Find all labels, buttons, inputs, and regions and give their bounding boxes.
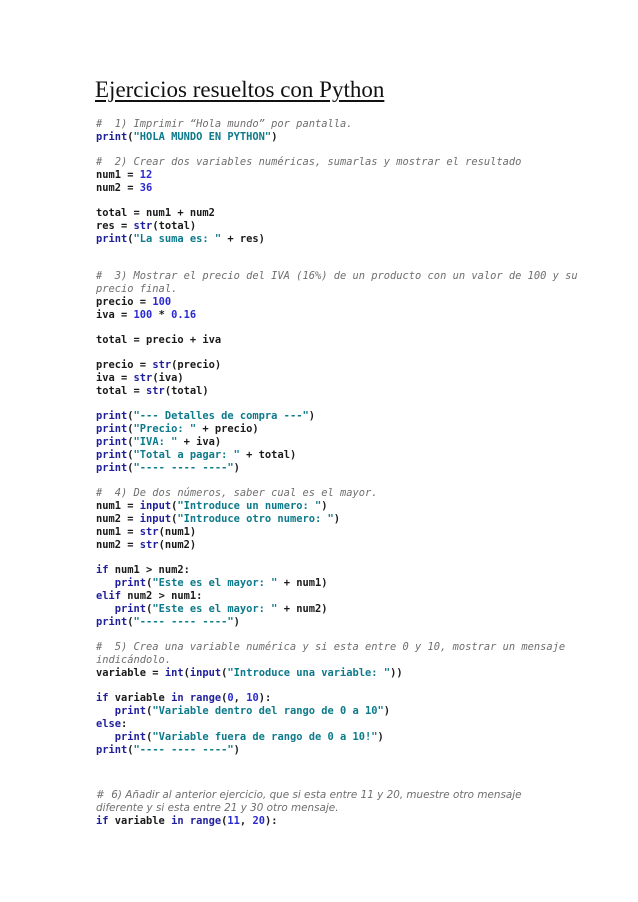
code-token: ) bbox=[271, 131, 278, 143]
code-token: 0 bbox=[227, 692, 234, 704]
blank-line bbox=[96, 552, 556, 564]
code-token: 100 bbox=[133, 309, 153, 321]
code-token: print bbox=[96, 744, 128, 756]
code-token: elif bbox=[96, 590, 122, 602]
code-token: + total) bbox=[239, 449, 297, 461]
code-line bbox=[96, 692, 556, 705]
code-token: ( bbox=[127, 436, 134, 448]
code-line bbox=[96, 590, 556, 603]
code-token: ( bbox=[221, 667, 228, 679]
code-token: num1 = bbox=[96, 526, 140, 538]
code-token: str bbox=[139, 526, 159, 538]
code-token: + precio) bbox=[196, 423, 259, 435]
code-token: ( bbox=[146, 603, 153, 615]
code-line bbox=[96, 309, 556, 322]
code-token: 36 bbox=[139, 182, 153, 194]
code-token: print bbox=[96, 436, 128, 448]
code-token: if bbox=[96, 564, 109, 576]
code-token: ) bbox=[233, 616, 240, 628]
code-line bbox=[96, 564, 556, 577]
code-line bbox=[96, 462, 556, 475]
code-token: in bbox=[171, 815, 184, 827]
code-token: 12 bbox=[139, 169, 153, 181]
code-token: num2 > num1: bbox=[121, 590, 203, 602]
code-token: precio = bbox=[96, 296, 153, 308]
code-line bbox=[96, 705, 556, 718]
code-line bbox=[96, 718, 556, 731]
code-token: ( bbox=[171, 513, 178, 525]
code-token: 10 bbox=[246, 692, 259, 704]
code-token: (num2) bbox=[158, 539, 197, 551]
code-token: indicándolo. bbox=[96, 654, 172, 666]
code-token: print bbox=[96, 423, 128, 435]
code-line bbox=[96, 410, 556, 423]
code-token: input bbox=[139, 500, 172, 512]
code-token: "---- ---- ----" bbox=[133, 744, 234, 756]
code-token: 11 bbox=[227, 815, 240, 827]
code-token: if bbox=[96, 692, 109, 704]
blank-line bbox=[96, 629, 556, 641]
code-token bbox=[96, 577, 115, 589]
code-block-2 bbox=[96, 789, 556, 828]
code-token: ( bbox=[171, 500, 178, 512]
code-token: ) bbox=[383, 705, 391, 717]
code-line bbox=[96, 731, 556, 744]
code-token: ( bbox=[127, 131, 134, 143]
code-token: print bbox=[96, 410, 128, 422]
code-token: print bbox=[114, 603, 147, 615]
comment-line bbox=[96, 641, 566, 654]
code-token: "HOLA MUNDO EN PYTHON" bbox=[133, 131, 272, 143]
code-token: + num2) bbox=[277, 603, 328, 615]
code-line bbox=[96, 744, 556, 757]
code-line bbox=[96, 815, 556, 828]
code-token: 20 bbox=[252, 815, 265, 827]
code-token: ( bbox=[127, 616, 134, 628]
code-token: "Introduce un numero: " bbox=[177, 500, 322, 512]
code-line bbox=[96, 500, 556, 513]
code-token: "Este es el mayor: " bbox=[152, 577, 278, 589]
code-token: variable bbox=[108, 815, 172, 827]
code-token: variable bbox=[108, 692, 172, 704]
code-line bbox=[96, 372, 556, 385]
blank-line bbox=[96, 322, 556, 334]
blank-line bbox=[96, 347, 556, 359]
code-token: (total) bbox=[164, 385, 209, 397]
code-token: ) bbox=[321, 500, 328, 512]
code-token: input bbox=[189, 667, 222, 679]
code-token: ) bbox=[233, 744, 240, 756]
code-line bbox=[96, 182, 556, 195]
code-token: 100 bbox=[152, 296, 172, 308]
code-token: str bbox=[146, 385, 165, 397]
code-line bbox=[96, 667, 556, 680]
blank-line bbox=[96, 680, 556, 692]
code-token: "--- Detalles de compra ---" bbox=[133, 410, 309, 422]
code-token: # 2) Crear dos variables numéricas, sumarlas y mostrar el resultado bbox=[96, 156, 522, 168]
code-token: diferente y si esta entre 21 y 30 otro mensaje. bbox=[96, 802, 339, 814]
code-token: ): bbox=[258, 692, 272, 704]
code-token: else bbox=[96, 718, 122, 730]
code-token: (num1) bbox=[158, 526, 197, 538]
code-line bbox=[96, 385, 556, 398]
code-line bbox=[96, 131, 556, 144]
code-token: input bbox=[139, 513, 172, 525]
code-token: precio final. bbox=[96, 283, 178, 295]
code-token: # 3) Mostrar el precio del IVA (16%) de un producto con un valor de 100 y su bbox=[96, 270, 578, 282]
code-token: num2 = bbox=[96, 182, 140, 194]
code-token: : bbox=[121, 718, 128, 730]
code-token bbox=[96, 731, 115, 743]
code-token: , bbox=[239, 815, 253, 827]
code-token: range bbox=[189, 692, 222, 704]
code-token: + res) bbox=[221, 233, 265, 245]
code-token: ( bbox=[146, 705, 153, 717]
code-block-1 bbox=[96, 118, 578, 757]
code-line bbox=[96, 577, 556, 590]
code-token: # 5) Crea una variable numérica y si esta entre 0 y 10, mostrar un mensaje bbox=[96, 641, 566, 653]
comment-line bbox=[96, 283, 556, 296]
code-token: print bbox=[96, 233, 128, 245]
code-line bbox=[96, 359, 556, 372]
code-token: ( bbox=[127, 462, 134, 474]
code-token: 0.16 bbox=[171, 309, 197, 321]
code-token: ( bbox=[146, 731, 153, 743]
blank-line bbox=[96, 258, 556, 270]
code-token: * bbox=[152, 309, 172, 321]
code-token: ( bbox=[221, 692, 228, 704]
code-token: print bbox=[96, 462, 128, 474]
blank-line bbox=[96, 475, 556, 487]
code-token: "---- ---- ----" bbox=[133, 462, 234, 474]
code-token: (precio) bbox=[171, 359, 222, 371]
code-token: ) bbox=[377, 731, 384, 743]
code-token: "La suma es: " bbox=[133, 233, 222, 245]
code-line bbox=[96, 334, 556, 347]
code-token: iva = bbox=[96, 372, 134, 384]
code-token: "Variable fuera de rango de 0 a 10!" bbox=[152, 731, 378, 743]
code-token: "Total a pagar: " bbox=[133, 449, 240, 461]
code-line bbox=[96, 539, 556, 552]
blank-line bbox=[96, 398, 556, 410]
code-token: ( bbox=[127, 423, 134, 435]
code-token: # 1) Imprimir “Hola mundo” por pantalla. bbox=[96, 118, 353, 130]
code-token: "---- ---- ----" bbox=[133, 616, 234, 628]
page-title: Ejercicios resueltos con Python bbox=[95, 77, 385, 102]
code-token: + num1) bbox=[277, 577, 328, 589]
code-token: ( bbox=[127, 233, 134, 245]
code-token: "Precio: " bbox=[133, 423, 197, 435]
comment-line bbox=[96, 118, 556, 131]
code-line bbox=[96, 207, 556, 220]
code-line bbox=[96, 603, 556, 616]
code-token: (total) bbox=[152, 220, 197, 232]
code-line bbox=[96, 423, 556, 436]
code-line bbox=[96, 616, 556, 629]
code-line bbox=[96, 526, 556, 539]
code-token: num1 = bbox=[96, 169, 140, 181]
code-token: print bbox=[114, 577, 147, 589]
code-token: iva = bbox=[96, 309, 134, 321]
code-token: variable = bbox=[96, 667, 165, 679]
code-token: str bbox=[139, 539, 159, 551]
code-line bbox=[96, 296, 556, 309]
code-token: num1 = bbox=[96, 500, 140, 512]
code-token: "IVA: " bbox=[133, 436, 178, 448]
comment-line bbox=[96, 802, 556, 815]
code-token: ) bbox=[233, 462, 240, 474]
code-token: if bbox=[96, 815, 109, 827]
code-token: ( bbox=[183, 667, 190, 679]
code-line bbox=[96, 436, 556, 449]
code-token: , bbox=[233, 692, 247, 704]
comment-line bbox=[96, 270, 578, 283]
code-token bbox=[96, 705, 115, 717]
blank-line bbox=[96, 246, 556, 258]
code-token: str bbox=[152, 359, 172, 371]
code-token: "Variable dentro del rango de 0 a 10" bbox=[152, 705, 384, 717]
blank-line bbox=[96, 195, 556, 207]
code-token: )) bbox=[390, 667, 403, 679]
code-token: print bbox=[114, 705, 147, 717]
code-token: ( bbox=[127, 744, 134, 756]
code-token: total = bbox=[96, 385, 147, 397]
code-token: + iva) bbox=[177, 436, 222, 448]
code-token: # 4) De dos números, saber cual es el mayor. bbox=[96, 487, 378, 499]
code-token: "Este es el mayor: " bbox=[152, 603, 278, 615]
code-token: ( bbox=[221, 815, 228, 827]
code-line bbox=[96, 233, 556, 246]
code-token: range bbox=[189, 815, 222, 827]
code-token: print bbox=[96, 131, 128, 143]
code-token: print bbox=[96, 449, 128, 461]
code-token: num2 = bbox=[96, 539, 140, 551]
code-token: str bbox=[133, 220, 153, 232]
blank-line bbox=[96, 144, 556, 156]
code-token: precio = bbox=[96, 359, 153, 371]
code-token: ( bbox=[127, 449, 134, 461]
code-token: num2 = bbox=[96, 513, 140, 525]
code-token: ) bbox=[333, 513, 341, 525]
comment-line bbox=[96, 487, 556, 500]
code-token: "Introduce una variable: " bbox=[227, 667, 391, 679]
code-token: "Introduce otro numero: " bbox=[177, 513, 334, 525]
code-token: res = bbox=[96, 220, 134, 232]
comment-line bbox=[96, 654, 556, 667]
code-line bbox=[96, 169, 556, 182]
code-token: # 6) Añadir al anterior ejercicio, que si esta entre 11 y 20, muestre otro mensaje bbox=[96, 789, 522, 801]
code-line bbox=[96, 449, 556, 462]
code-token: print bbox=[96, 616, 128, 628]
code-token: total = precio + iva bbox=[96, 334, 222, 346]
code-token: str bbox=[133, 372, 153, 384]
code-line bbox=[96, 513, 556, 526]
comment-line bbox=[96, 156, 556, 169]
code-token: ) bbox=[308, 410, 315, 422]
code-token: ( bbox=[146, 577, 153, 589]
code-token: total = num1 + num2 bbox=[96, 207, 215, 219]
comment-line bbox=[96, 789, 556, 802]
code-token bbox=[96, 603, 115, 615]
code-token: int bbox=[164, 667, 184, 679]
code-token: ): bbox=[264, 815, 278, 827]
code-line bbox=[96, 220, 556, 233]
code-token: in bbox=[171, 692, 184, 704]
code-token: ( bbox=[127, 410, 134, 422]
code-token: (iva) bbox=[152, 372, 184, 384]
code-token: num1 > num2: bbox=[108, 564, 190, 576]
code-token: print bbox=[114, 731, 147, 743]
